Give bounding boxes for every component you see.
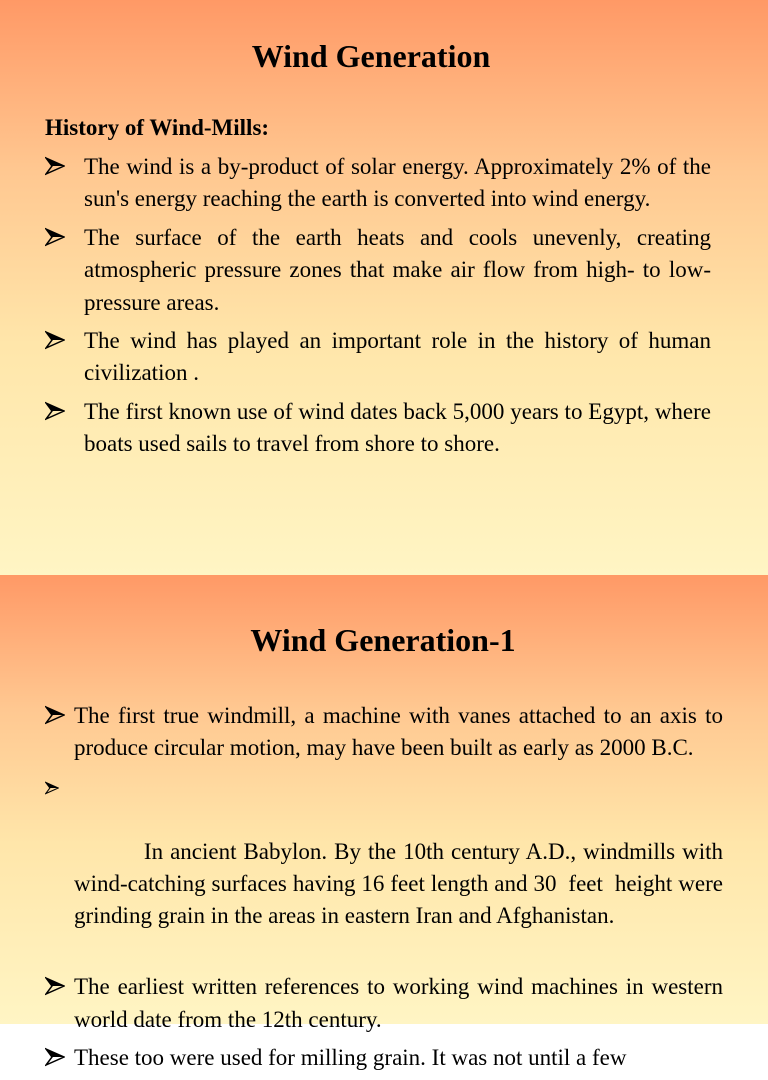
bullet-text: In ancient Babylon. By the 10th century A.D., windmills with wind-catching surfaces having 16 feet length and 30 feet height were grinding grain in the areas in eastern Iran and Afghanistan.	[74, 838, 735, 929]
list-item	[45, 971, 723, 1036]
slide-title: Wind Generation-1	[250, 622, 516, 658]
list-item	[45, 771, 735, 965]
bullet-text: The wind is a by-product of solar energy. Approximately 2% of the sun's energy reaching the earth is converted into wind energy.	[84, 154, 711, 212]
slide-2	[0, 575, 768, 1071]
arrowhead-bullet-icon	[45, 700, 65, 732]
list-item	[45, 325, 711, 390]
list-item	[45, 222, 711, 319]
bullet-text: The first known use of wind dates back 5,000 years to Egypt, where boats used sails to travel from shore to shore.	[84, 398, 711, 457]
bullet-list	[45, 151, 711, 467]
arrowhead-bullet-icon	[45, 325, 65, 357]
arrowhead-bullet-icon	[45, 222, 65, 254]
bullet-text: The earliest written references to working wind machines in western world date from the 12th century.	[74, 974, 723, 1032]
section-heading: History of Wind-Mills:	[45, 115, 270, 140]
arrowhead-bullet-icon	[45, 396, 65, 428]
list-item	[45, 396, 711, 461]
list-item	[45, 1042, 723, 1074]
bullet-text: The surface of the earth heats and cools unevenly, creating atmospheric pressure zones that make air flow from high- to low-pressure areas.	[84, 224, 711, 315]
arrowhead-bullet-icon	[45, 971, 65, 1003]
bullet-list	[45, 700, 735, 1080]
bullet-text: The first true windmill, a machine with vanes attached to an axis to produce circular motion, may have been built as early as 2000 B.C.	[74, 703, 723, 761]
arrowhead-bullet-icon	[45, 771, 65, 803]
slide-title: Wind Generation	[251, 38, 491, 74]
arrowhead-bullet-icon	[45, 1042, 65, 1074]
list-item	[45, 151, 711, 216]
list-item	[45, 700, 723, 765]
bullet-text: The wind has played an important role in the history of human civilization .	[84, 328, 711, 386]
bullet-text: These too were used for milling grain. It was not until a few	[74, 1045, 627, 1071]
arrowhead-bullet-icon	[45, 151, 65, 183]
